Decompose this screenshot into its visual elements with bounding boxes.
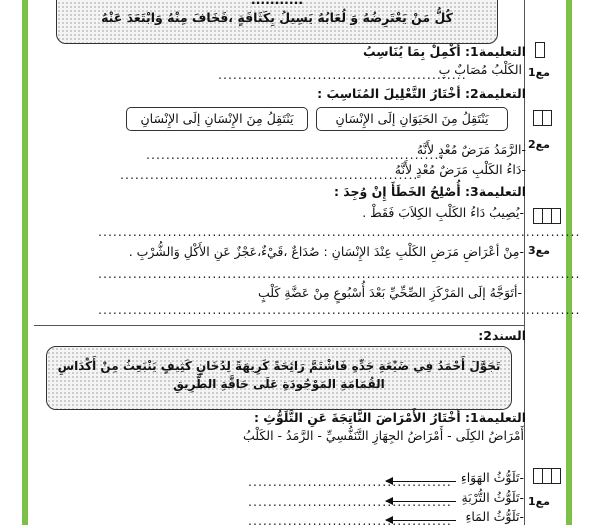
task3-item3: -أتَوَجَّهُ إلَى المَرْكَزِ الصِّحِّيِّ بَعْدَ أُسْبُوعٍ مِنْ عَضَّةِ كَلْبٍ (258, 285, 522, 300)
score-box (534, 110, 552, 126)
task4-item-water: -تَلَوُّثُ المَاءِ (465, 509, 524, 524)
score-box (534, 468, 561, 484)
task2-title: التعليمة2: أخْتَارُ التَّعْلِيلَ المُنَاسِبَ : (317, 86, 526, 101)
task4-item-air: -تَلَوُّثُ الهَوَاءِ (460, 470, 524, 485)
score-box (536, 42, 545, 58)
task4-answer-dots-water: ......................................... (248, 513, 452, 528)
task3-title: التعليمة3: أُصْلِحُ الخَطَأَ إِنْ وُجِدَ : (333, 184, 526, 199)
task4-item-soil: -تَلَوُّثُ التُّرْبَةِ (461, 490, 524, 505)
task1-answer-dots: .................................................. (218, 67, 467, 82)
criterion-1: مع1 (528, 66, 550, 79)
text-box-sanad2 (46, 346, 512, 410)
task3-item1: -يُصِيبُ دَاءُ الكَلْبِ الكِلاَبَ فَقَطْ . (362, 205, 524, 220)
task3-answer-dots-3: ................................................................................................. (98, 302, 581, 317)
criterion-2: مع2 (528, 138, 550, 151)
choice-animal-to-human[interactable]: يَنْتَقِلُ مِنَ الحَيَوَانِ إلَى الإِنْسَانِ (316, 107, 508, 131)
sanad1-line1 (57, 0, 497, 9)
sanad1-line2: كُلُّ مَنْ يَعْتَرِضُهُ وَ لُعَابُهُ يَسِيلُ بِكَثَافَةٍ ،فَخَافَ مِنْهُ وَابْتَعَدَ عَنْهُ (101, 10, 453, 25)
section-divider (34, 325, 524, 326)
right-margin-bar (566, 0, 572, 525)
task4-options: أَمْرَاضُ الكِلَى - أَمْرَاضُ الجِهَازِ التَّنَفُّسِيِّ - الرَّمَدُ - الكَلْبُ (242, 428, 524, 443)
task2-answer-dots-2: ............................................................ (120, 167, 419, 182)
task3-item2: -مِنْ أعْرَاضِ مَرَضِ الكَلْبِ عِنْدَ الإِنْسَانِ : صُدَاعٌ ،قَيْءٌ،عَجْزٌ عَنِ الأَكْلِ وَالشُّرْبِ . (128, 244, 524, 259)
worksheet-page (34, 0, 581, 528)
task4-title: التعليمة1: أخْتَارُ الأَمْرَاضَ النَّاتِجَةَ عَنِ التَّلَوُّثِ : (253, 410, 526, 425)
task2-item2: -دَاءُ الكَلْبِ مَرَضٌ مُعْدٍ لأَنَّهُ (394, 162, 526, 177)
task3-answer-dots-2: ................................................................................................. (98, 266, 581, 281)
left-margin-bar (22, 0, 28, 525)
score-box (534, 208, 561, 224)
task4-answer-dots-air: ......................................... (248, 474, 452, 489)
sanad2-line2: القُمَامَةِ المَوْجُودَةِ عَلَى حَافَّةِ الطَّرِيقِ (173, 377, 385, 391)
task1-line: الكَلْبُ مُصَابٌ بِ (438, 62, 522, 77)
sanad2-line1: تَجَوَّلَ أَحْمَدُ فِي ضَيْعَةِ جَدِّهِ فَاشْتَمَّ رَائِحَةً كَرِيهَةً لِدُخَانٍ كَثِيفٍ يَنْبَعِثُ مِنْ أَكْدَاسِ (57, 359, 501, 373)
text-box-sanad1 (56, 0, 498, 44)
task2-answer-dots-1: ............................................................ (146, 147, 445, 162)
choice-human-to-human[interactable]: يَنْتَقِلُ مِنَ الإِنْسَانِ إلَى الإِنْسَانِ (126, 107, 308, 131)
criteria-column-divider (524, 0, 525, 525)
task4-answer-dots-soil: ......................................... (248, 494, 452, 509)
criterion-4: مع1 (528, 495, 550, 508)
task3-answer-dots-1: ................................................................................................. (98, 224, 581, 239)
criterion-3: مع3 (528, 244, 550, 257)
sanad2-title: السند2: (478, 328, 526, 343)
task1-title: التعليمة1: أكْمِلْ بِمَا يُنَاسِبُ (363, 44, 526, 59)
task2-item1: -الرَّمَدُ مَرَضٌ مُعْدٍ لأَنَّهُ (416, 142, 526, 157)
